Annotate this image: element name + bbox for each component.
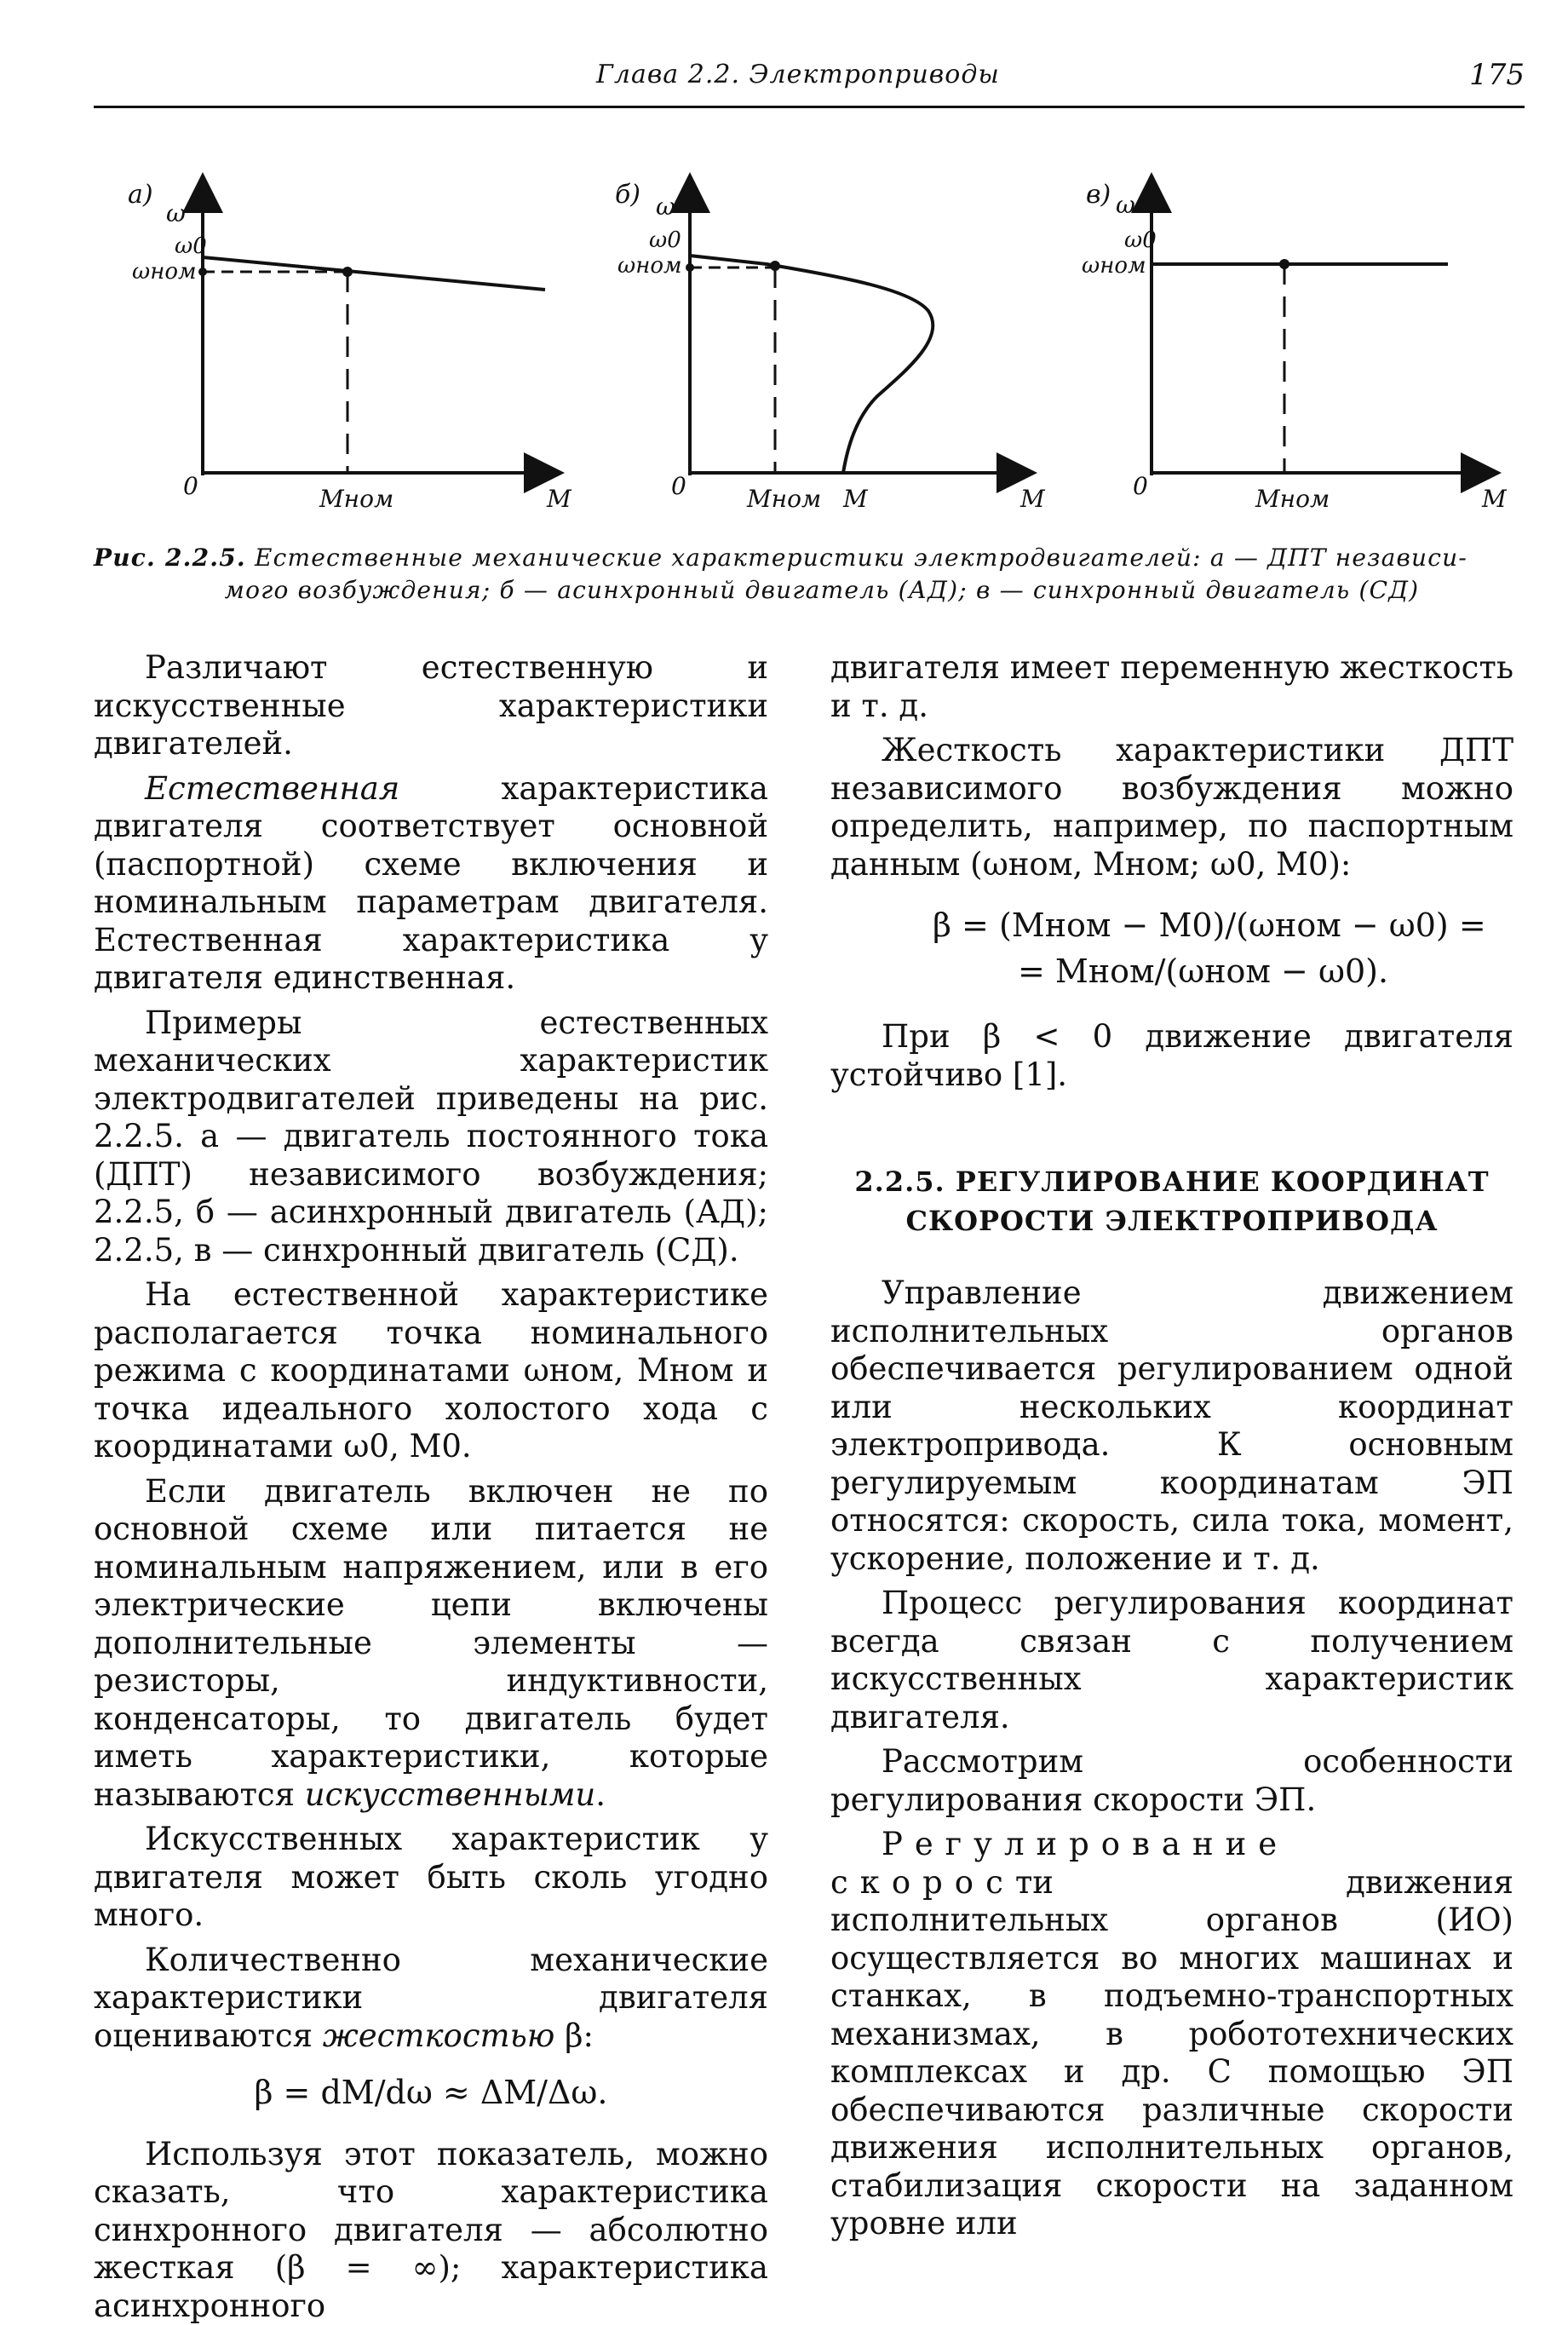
panel-a-nominal-point bbox=[342, 267, 353, 277]
left-paragraph-1: Различают естественную и искусственные характеристики двигателей. bbox=[94, 649, 768, 763]
panel-a-origin: 0 bbox=[183, 472, 198, 500]
formula-stiffness: β = dM/dω ≈ ΔM/Δω. bbox=[94, 2074, 768, 2112]
left-paragraph-5 bbox=[94, 1473, 768, 1815]
figure-2-2-5 bbox=[94, 162, 1533, 541]
panel-b-nominal-point bbox=[770, 261, 780, 271]
panel-c-label: в) bbox=[1086, 180, 1111, 210]
left-paragraph-6: Искусственных характеристик у двигателя может быть сколь угодно много. bbox=[94, 1821, 768, 1935]
left-paragraph-3: Примеры естественных механических характеристик электродвигателей приведены на рис. 2.2.5. а — двигатель постоянного тока (ДПТ) независимого возбуждения; 2.2.5, б — асинхронный двигатель (АД); 2.2.5, в — синхронный двигатель (СД). bbox=[94, 1004, 768, 1270]
panel-b-origin: 0 bbox=[671, 472, 686, 500]
formula-dpt-stiffness bbox=[830, 902, 1513, 994]
panel-b-y-label: ω bbox=[656, 193, 675, 221]
panel-b-label: б) bbox=[615, 180, 640, 210]
panel-b-characteristic bbox=[690, 256, 933, 473]
panel-c-x-label: M bbox=[1481, 485, 1508, 513]
right-paragraph-5: Процесс регулирования координат всегда связан с получением искусственных характеристик двигателя. bbox=[830, 1585, 1513, 1736]
panel-c-omega-nom: ωном bbox=[1082, 253, 1146, 279]
left-column bbox=[94, 649, 768, 2325]
right-paragraph-4: Управление движением исполнительных органов обеспечивается регулированием одной или нескольких координат электропривода. К основным регулируемым координатам ЭП относятся: скорость, сила тока, момент, ускорение, положение и т. д. bbox=[830, 1275, 1513, 1578]
left-paragraph-8: Используя этот показатель, можно сказать, что характеристика синхронного двигателя — абсолютно жесткая (β = ∞); характеристика асинхронного bbox=[94, 2136, 768, 2325]
panel-c bbox=[1082, 179, 1508, 513]
panel-a-x-label: M bbox=[546, 485, 572, 513]
section-heading-line-1: 2.2.5. РЕГУЛИРОВАНИЕ КООРДИНАТ bbox=[830, 1162, 1513, 1201]
running-head bbox=[94, 53, 1525, 104]
left-paragraph-4: На естественной характеристике располагается точка номинального режима с координатами ωном, Mном и точка идеального холостого хода с координатами ω0, M0. bbox=[94, 1276, 768, 1466]
right-paragraph-7 bbox=[830, 1826, 1513, 2243]
panel-b-m-mid: M bbox=[842, 485, 869, 513]
left-paragraph-7-end: β: bbox=[554, 2017, 594, 2054]
panel-a-characteristic bbox=[203, 257, 545, 290]
left-paragraph-2-text: характеристика двигателя соответствует основной (паспортной) схеме включения и номинальным параметрам двигателя. Естественная характеристика у двигателя единственная. bbox=[94, 770, 768, 997]
section-heading bbox=[830, 1162, 1513, 1240]
panel-a-m-nom: Mном bbox=[319, 485, 393, 513]
term-natural: Естественная bbox=[145, 770, 399, 807]
right-paragraph-3: При β < 0 движение двигателя устойчиво [1]. bbox=[830, 1018, 1513, 1094]
panel-b bbox=[615, 179, 1046, 513]
panel-c-origin: 0 bbox=[1133, 472, 1148, 500]
right-paragraph-1: двигателя имеет переменную жесткость и т. д. bbox=[830, 649, 1513, 725]
panel-a-omega-nom: ωном bbox=[132, 259, 197, 285]
left-paragraph-2 bbox=[94, 770, 768, 998]
right-paragraph-7-text: ти движения исполнительных органов (ИО) осуществляется во многих машинах и станках, в подъемно-транспортных механизмах, в робототехнических комплексах и др. С помощью ЭП обеспечиваются различные скорости движения исполнительных органов, стабилизация скорости на заданном уровне или bbox=[830, 1864, 1513, 2242]
panel-c-omega0: ω0 bbox=[1124, 227, 1157, 253]
caption-line-1: Естественные механические характеристики электродвигателей: а — ДПТ независи- bbox=[255, 544, 1467, 572]
term-artificial: искусственными bbox=[305, 1776, 595, 1813]
figure-graphics bbox=[94, 162, 1533, 541]
page-number: 175 bbox=[1469, 58, 1525, 92]
chapter-title: Глава 2.2. Электроприводы bbox=[596, 60, 1000, 89]
left-paragraph-7 bbox=[94, 1942, 768, 2056]
panel-b-omega0: ω0 bbox=[649, 227, 681, 253]
formula-line-1: β = (Mном − M0)/(ωном − ω0) = bbox=[933, 902, 1513, 948]
panel-b-omega-nom: ωном bbox=[617, 253, 682, 279]
left-paragraph-7-text: Количественно механические характеристики двигателя оцениваются bbox=[94, 1942, 768, 2054]
term-stiffness: жесткостью bbox=[323, 2017, 555, 2054]
section-heading-line-2: СКОРОСТИ ЭЛЕКТРОПРИВОДА bbox=[830, 1201, 1513, 1240]
panel-b-m-nom: Mном bbox=[746, 485, 821, 513]
header-rule bbox=[94, 106, 1525, 108]
left-paragraph-5-end: . bbox=[595, 1776, 606, 1813]
panel-a-omega0: ω0 bbox=[175, 233, 207, 259]
formula-line-2: = Mном/(ωном − ω0). bbox=[933, 948, 1513, 994]
right-column bbox=[830, 649, 1513, 2243]
panel-a bbox=[128, 179, 572, 513]
panel-c-m-nom: Mном bbox=[1255, 485, 1330, 513]
right-paragraph-2: Жесткость характеристики ДПТ независимого возбуждения можно определить, например, по паспортным данным (ωном, Mном; ω0, M0): bbox=[830, 732, 1513, 883]
panel-a-label: а) bbox=[128, 180, 153, 210]
panel-a-y-label: ω bbox=[166, 199, 186, 227]
panel-b-x-label: M bbox=[1019, 485, 1046, 513]
left-paragraph-5-text: Если двигатель включен не по основной схеме или питается не номинальным напряжением, или в его электрические цепи включены дополнительные элементы — резисторы, индуктивности, конденсаторы, то двигатель будет иметь характеристики, которые называются bbox=[94, 1473, 768, 1813]
right-paragraph-6: Рассмотрим особенности регулирования скорости ЭП. bbox=[830, 1743, 1513, 1819]
panel-c-y-label: ω bbox=[1116, 191, 1135, 219]
spaced-term: Регулирование скорос bbox=[830, 1826, 1289, 1901]
figure-caption bbox=[94, 542, 1525, 607]
caption-line-2: мого возбуждения; б — асинхронный двигатель (АД); в — синхронный двигатель (СД) bbox=[94, 574, 1525, 607]
caption-label: Рис. 2.2.5. bbox=[94, 544, 246, 572]
panel-c-nominal-point bbox=[1279, 259, 1289, 269]
